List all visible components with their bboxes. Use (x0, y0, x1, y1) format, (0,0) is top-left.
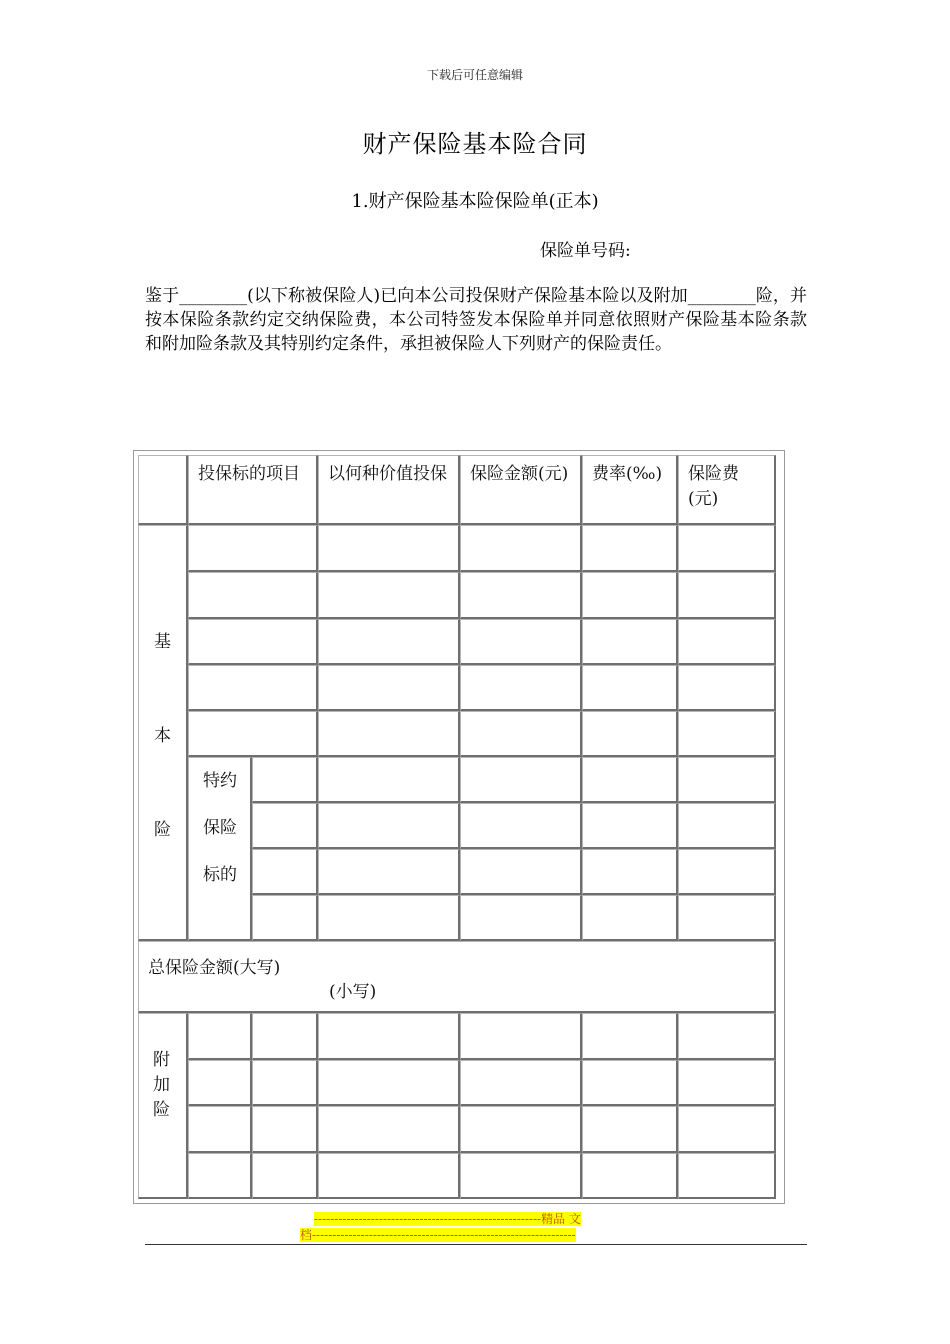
header-value-basis: 以何种价值投保 (318, 455, 460, 525)
special-items-label (188, 757, 252, 941)
policy-number-label: 保险单号码: (540, 241, 631, 261)
table-cell[interactable] (188, 1106, 252, 1153)
total-amount-label: 总保险金额(大写) (148, 958, 281, 978)
table-cell[interactable] (460, 711, 582, 757)
basic-label-char: 险 (154, 820, 171, 840)
table-cell[interactable] (252, 1060, 318, 1106)
table-cell[interactable] (318, 665, 460, 711)
footer-line-1: --------------------------------------------------------精品 文 (314, 1212, 581, 1226)
table-cell[interactable] (460, 619, 582, 665)
table-cell[interactable] (318, 1013, 460, 1060)
table-cell[interactable] (582, 525, 678, 572)
table-cell[interactable] (318, 895, 460, 941)
table-cell[interactable] (318, 803, 460, 849)
header-blank-cell (138, 455, 188, 525)
header-rate: 费率(‰) (582, 455, 678, 525)
table-cell[interactable] (460, 1060, 582, 1106)
special-label-line: 标的 (203, 865, 237, 885)
table-cell[interactable] (678, 572, 776, 619)
table-cell[interactable] (252, 1106, 318, 1153)
table-cell[interactable] (460, 757, 582, 803)
additional-insurance-label (138, 1013, 188, 1199)
table-cell[interactable] (460, 849, 582, 895)
table-cell[interactable] (318, 1060, 460, 1106)
table-cell[interactable] (188, 1153, 252, 1199)
table-cell[interactable] (678, 757, 776, 803)
table-cell[interactable] (252, 803, 318, 849)
special-label-line: 保险 (203, 818, 237, 838)
table-cell[interactable] (252, 757, 318, 803)
table-cell[interactable] (318, 1153, 460, 1199)
table-cell[interactable] (678, 619, 776, 665)
table-cell[interactable] (460, 525, 582, 572)
table-cell[interactable] (678, 711, 776, 757)
basic-insurance-label (138, 525, 188, 941)
table-cell[interactable] (582, 803, 678, 849)
basic-label-char: 基 (154, 632, 171, 652)
table-cell[interactable] (460, 895, 582, 941)
table-cell[interactable] (582, 757, 678, 803)
total-amount-row (138, 941, 776, 1013)
table-cell[interactable] (188, 619, 318, 665)
header-item: 投保标的项目 (188, 455, 318, 525)
document-subtitle: 1.财产保险基本险保险单(正本) (351, 191, 599, 212)
table-cell[interactable] (318, 849, 460, 895)
table-cell[interactable] (678, 525, 776, 572)
table-cell[interactable] (678, 1013, 776, 1060)
table-cell[interactable] (582, 895, 678, 941)
table-cell[interactable] (582, 849, 678, 895)
table-cell[interactable] (460, 665, 582, 711)
header-premium: 保险费(元) (678, 455, 776, 525)
document-title: 财产保险基本险合同 (362, 130, 588, 158)
intro-paragraph: 鉴于________(以下称被保险人)已向本公司投保财产保险基本险以及附加________险，并按本保险条款约定交纳保险费，本公司特签发本保险单并同意依照财产保险基本险条款和附加险条款及其特别约定条件，承担被保险人下列财产的保险责任。 (145, 286, 807, 354)
table-cell[interactable] (582, 619, 678, 665)
header-amount: 保险金额(元) (460, 455, 582, 525)
table-cell[interactable] (678, 1060, 776, 1106)
table-cell[interactable] (188, 525, 318, 572)
table-cell[interactable] (460, 572, 582, 619)
table-cell[interactable] (582, 1106, 678, 1153)
table-cell[interactable] (582, 1013, 678, 1060)
insurance-table (133, 450, 785, 1204)
table-cell[interactable] (582, 1060, 678, 1106)
additional-label-text: 附加险 (153, 1050, 170, 1120)
table-cell[interactable] (678, 895, 776, 941)
table-cell[interactable] (678, 803, 776, 849)
table-cell[interactable] (318, 619, 460, 665)
table-cell[interactable] (318, 1106, 460, 1153)
header-note: 下载后可任意编辑 (426, 68, 523, 82)
table-cell[interactable] (582, 1153, 678, 1199)
table-cell[interactable] (188, 1060, 252, 1106)
table-cell[interactable] (318, 757, 460, 803)
special-label-line: 特约 (203, 771, 237, 791)
table-cell[interactable] (252, 1013, 318, 1060)
table-cell[interactable] (460, 1013, 582, 1060)
table-cell[interactable] (678, 665, 776, 711)
table-cell[interactable] (678, 1106, 776, 1153)
table-cell[interactable] (318, 525, 460, 572)
footer-line-2: 档----------------------------------------------------------------- (300, 1228, 576, 1242)
table-cell[interactable] (318, 711, 460, 757)
table-cell[interactable] (188, 665, 318, 711)
total-small-label: (小写) (329, 982, 377, 1002)
table-cell[interactable] (252, 895, 318, 941)
table-cell[interactable] (252, 849, 318, 895)
table-cell[interactable] (582, 572, 678, 619)
table-cell[interactable] (252, 1153, 318, 1199)
table-cell[interactable] (678, 849, 776, 895)
table-cell[interactable] (188, 1013, 252, 1060)
basic-label-char: 本 (154, 726, 171, 746)
table-cell[interactable] (318, 572, 460, 619)
footer-divider (145, 1244, 807, 1245)
footer-watermark (300, 1211, 581, 1243)
table-cell[interactable] (460, 803, 582, 849)
table-cell[interactable] (460, 1153, 582, 1199)
table-cell[interactable] (582, 665, 678, 711)
table-cell[interactable] (582, 711, 678, 757)
table-cell[interactable] (188, 572, 318, 619)
table-cell[interactable] (460, 1106, 582, 1153)
table-cell[interactable] (188, 711, 318, 757)
table-cell[interactable] (678, 1153, 776, 1199)
